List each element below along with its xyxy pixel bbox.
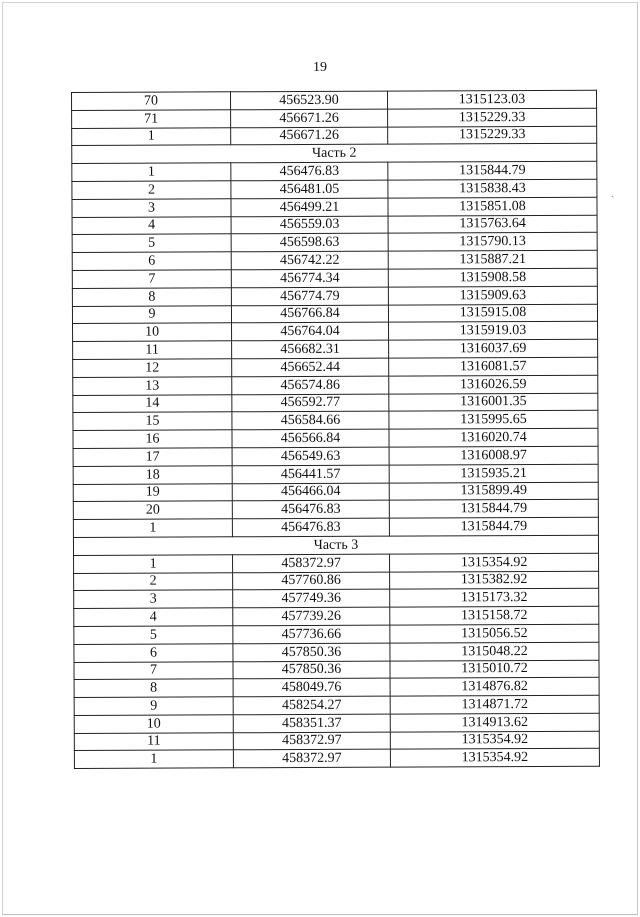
x-coordinate-cell: 456476.83 — [232, 500, 389, 518]
y-coordinate-cell: 1315763.64 — [388, 215, 597, 234]
y-coordinate-cell: 1314913.62 — [390, 713, 599, 732]
y-coordinate-cell: 1315790.13 — [388, 233, 597, 252]
point-number-cell: 9 — [74, 697, 233, 715]
x-coordinate-cell: 458254.27 — [233, 696, 390, 714]
point-number-cell: 7 — [74, 661, 233, 679]
point-number-cell: 15 — [73, 412, 232, 430]
x-coordinate-cell: 456598.63 — [231, 233, 388, 251]
x-coordinate-cell: 456441.57 — [232, 465, 389, 483]
x-coordinate-cell: 456774.34 — [231, 269, 388, 287]
x-coordinate-cell: 456671.26 — [231, 109, 388, 127]
table-row — [72, 179, 597, 199]
x-coordinate-cell: 458049.76 — [233, 678, 390, 696]
y-coordinate-cell: 1315354.92 — [390, 731, 599, 750]
y-coordinate-cell: 1314871.72 — [390, 695, 599, 714]
x-coordinate-cell: 456476.83 — [232, 518, 389, 536]
x-coordinate-cell: 456682.31 — [232, 340, 389, 358]
point-number-cell: 11 — [73, 341, 232, 359]
table-row — [72, 108, 597, 128]
table-row — [73, 411, 598, 431]
x-coordinate-cell: 457850.36 — [233, 661, 390, 679]
table-row — [72, 161, 597, 181]
x-coordinate-cell: 456742.22 — [231, 251, 388, 269]
section-header-row — [72, 144, 597, 164]
point-number-cell: 14 — [73, 394, 232, 412]
table-row — [73, 339, 598, 359]
y-coordinate-cell: 1316026.59 — [389, 375, 598, 394]
coordinates-table — [71, 90, 600, 770]
coordinates-table-body — [72, 90, 600, 769]
x-coordinate-cell: 456523.90 — [231, 91, 388, 109]
x-coordinate-cell: 458351.37 — [233, 714, 390, 732]
y-coordinate-cell: 1315844.79 — [389, 500, 598, 519]
point-number-cell: 2 — [74, 572, 233, 590]
table-row — [74, 606, 599, 626]
point-number-cell: 19 — [73, 483, 232, 501]
x-coordinate-cell: 457736.66 — [233, 625, 390, 643]
table-row — [74, 589, 599, 609]
x-coordinate-cell: 456481.05 — [231, 180, 388, 198]
table-row — [73, 517, 598, 537]
table-row — [72, 304, 597, 324]
x-coordinate-cell: 456566.84 — [232, 429, 389, 447]
point-number-cell: 16 — [73, 430, 232, 448]
x-coordinate-cell: 456766.84 — [231, 305, 388, 323]
x-coordinate-cell: 457760.86 — [233, 572, 390, 590]
y-coordinate-cell: 1315173.32 — [390, 589, 599, 608]
y-coordinate-cell: 1315229.33 — [388, 108, 597, 127]
y-coordinate-cell: 1315935.21 — [389, 464, 598, 483]
table-row — [73, 500, 598, 520]
y-coordinate-cell: 1315010.72 — [390, 660, 599, 679]
x-coordinate-cell: 456499.21 — [231, 198, 388, 216]
y-coordinate-cell: 1315838.43 — [388, 179, 597, 198]
scan-mark: ˎ — [611, 187, 615, 198]
x-coordinate-cell: 456774.79 — [231, 287, 388, 305]
y-coordinate-cell: 1315229.33 — [388, 126, 597, 145]
x-coordinate-cell: 456549.63 — [232, 447, 389, 465]
point-number-cell: 12 — [73, 359, 232, 377]
y-coordinate-cell: 1315908.58 — [388, 268, 597, 287]
y-coordinate-cell: 1314876.82 — [390, 677, 599, 696]
point-number-cell: 13 — [73, 377, 232, 395]
point-number-cell: 6 — [72, 252, 231, 270]
y-coordinate-cell: 1315909.63 — [388, 286, 597, 305]
y-coordinate-cell: 1315123.03 — [387, 90, 596, 109]
point-number-cell: 4 — [72, 216, 231, 234]
y-coordinate-cell: 1316081.57 — [389, 357, 598, 376]
y-coordinate-cell: 1316020.74 — [389, 428, 598, 447]
y-coordinate-cell: 1315844.79 — [388, 161, 597, 180]
y-coordinate-cell: 1315844.79 — [389, 517, 598, 536]
point-number-cell: 18 — [73, 466, 232, 484]
y-coordinate-cell: 1315851.08 — [388, 197, 597, 216]
section-header-row — [73, 535, 598, 555]
x-coordinate-cell: 457739.26 — [233, 607, 390, 625]
y-coordinate-cell: 1315158.72 — [390, 606, 599, 625]
x-coordinate-cell: 456574.86 — [232, 376, 389, 394]
y-coordinate-cell: 1316008.97 — [389, 446, 598, 465]
table-row — [72, 286, 597, 306]
table-row — [72, 126, 597, 146]
y-coordinate-cell: 1315056.52 — [390, 624, 599, 643]
x-coordinate-cell: 456764.04 — [232, 322, 389, 340]
table-row — [72, 197, 597, 217]
y-coordinate-cell: 1315887.21 — [388, 250, 597, 269]
y-coordinate-cell: 1316001.35 — [389, 393, 598, 412]
table-row — [74, 642, 599, 662]
point-number-cell: 3 — [72, 199, 231, 217]
table-row — [72, 250, 597, 270]
y-coordinate-cell: 1315382.92 — [390, 571, 599, 590]
point-number-cell: 10 — [74, 715, 233, 733]
point-number-cell: 1 — [73, 519, 232, 537]
point-number-cell: 17 — [73, 448, 232, 466]
table-row — [72, 215, 597, 235]
section-title: Часть 3 — [73, 535, 598, 555]
table-row — [73, 482, 598, 502]
table-row — [74, 571, 599, 591]
point-number-cell: 1 — [74, 750, 233, 768]
table-row — [74, 624, 599, 644]
table-row — [72, 233, 597, 253]
x-coordinate-cell: 458372.97 — [233, 750, 390, 768]
section-title: Часть 2 — [72, 144, 597, 164]
point-number-cell: 1 — [74, 555, 233, 573]
x-coordinate-cell: 456592.77 — [232, 394, 389, 412]
table-row — [74, 677, 599, 697]
y-coordinate-cell: 1315995.65 — [389, 411, 598, 430]
x-coordinate-cell: 456466.04 — [232, 483, 389, 501]
point-number-cell: 4 — [74, 608, 233, 626]
point-number-cell: 8 — [72, 288, 231, 306]
point-number-cell: 6 — [74, 644, 233, 662]
point-number-cell: 1 — [72, 127, 231, 145]
x-coordinate-cell: 456476.83 — [231, 162, 388, 180]
point-number-cell: 70 — [72, 92, 231, 110]
y-coordinate-cell: 1315919.03 — [389, 322, 598, 341]
point-number-cell: 2 — [72, 181, 231, 199]
table-row — [74, 749, 599, 769]
point-number-cell: 71 — [72, 110, 231, 128]
point-number-cell: 8 — [74, 679, 233, 697]
page-number: 19 — [313, 60, 327, 75]
point-number-cell: 11 — [74, 732, 233, 750]
table-row — [74, 660, 599, 680]
x-coordinate-cell: 456652.44 — [232, 358, 389, 376]
table-row — [74, 731, 599, 751]
table-row — [73, 375, 598, 395]
y-coordinate-cell: 1315915.08 — [388, 304, 597, 323]
table-row — [73, 393, 598, 413]
table-row — [72, 90, 597, 110]
y-coordinate-cell: 1315354.92 — [390, 553, 599, 572]
x-coordinate-cell: 456671.26 — [231, 127, 388, 145]
x-coordinate-cell: 457850.36 — [233, 643, 390, 661]
x-coordinate-cell: 456584.66 — [232, 411, 389, 429]
point-number-cell: 10 — [73, 323, 232, 341]
table-row — [73, 428, 598, 448]
point-number-cell: 7 — [72, 270, 231, 288]
table-row — [73, 446, 598, 466]
table-row — [74, 695, 599, 715]
point-number-cell: 5 — [72, 234, 231, 252]
table-row — [74, 713, 599, 733]
x-coordinate-cell: 457749.36 — [233, 589, 390, 607]
table-row — [74, 553, 599, 573]
x-coordinate-cell: 456559.03 — [231, 216, 388, 234]
table-row — [73, 322, 598, 342]
x-coordinate-cell: 458372.97 — [233, 554, 390, 572]
point-number-cell: 9 — [72, 305, 231, 323]
x-coordinate-cell: 458372.97 — [233, 732, 390, 750]
point-number-cell: 5 — [74, 626, 233, 644]
y-coordinate-cell: 1315048.22 — [390, 642, 599, 661]
point-number-cell: 3 — [74, 590, 233, 608]
y-coordinate-cell: 1315354.92 — [390, 749, 599, 768]
table-row — [73, 357, 598, 377]
y-coordinate-cell: 1316037.69 — [389, 339, 598, 358]
point-number-cell: 1 — [72, 163, 231, 181]
table-row — [72, 268, 597, 288]
y-coordinate-cell: 1315899.49 — [389, 482, 598, 501]
point-number-cell: 20 — [73, 501, 232, 519]
table-row — [73, 464, 598, 484]
